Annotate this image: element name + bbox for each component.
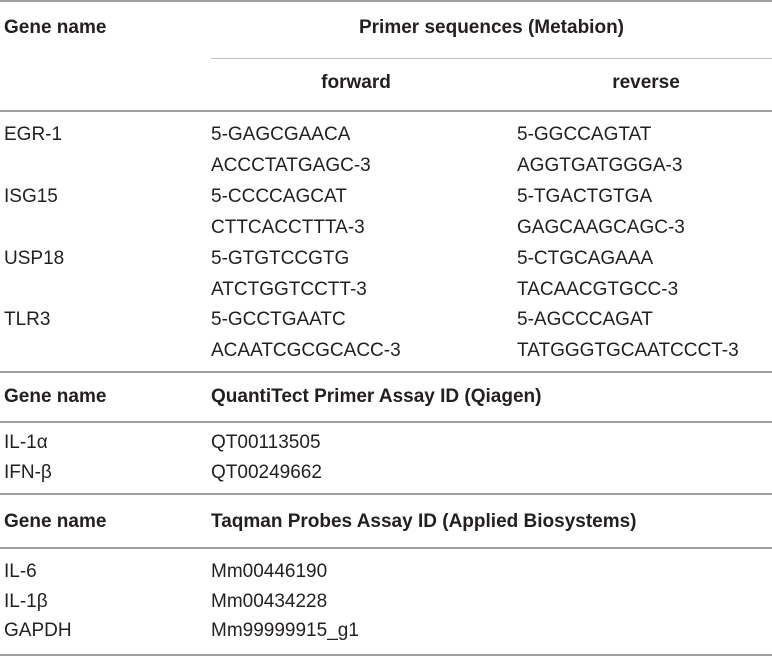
reverse-seq-line2: TACAACGTGCC-3 xyxy=(517,279,679,300)
gene-cell: TLR3 xyxy=(4,309,51,330)
assay-id-cell: Mm00446190 xyxy=(211,561,328,582)
bottom-rule xyxy=(0,654,772,656)
section-rule xyxy=(0,493,772,495)
gene-name-header: Gene name xyxy=(4,17,107,38)
primer-sequences-header: Primer sequences (Metabion) xyxy=(358,17,625,38)
gene-cell: GAPDH xyxy=(4,620,72,641)
gene-cell: EGR-1 xyxy=(4,124,63,145)
gene-cell: IFN-β xyxy=(4,462,52,483)
group-header-rule xyxy=(211,58,772,59)
forward-seq-line2: ACAATCGCGCACC-3 xyxy=(211,340,401,361)
forward-seq-line2: ATCTGGTCCTT-3 xyxy=(211,279,367,300)
assay-id-cell: Mm99999915_g1 xyxy=(211,620,359,641)
gene-cell: IL-1α xyxy=(4,432,48,453)
gene-cell: USP18 xyxy=(4,248,65,269)
forward-header: forward xyxy=(321,72,391,93)
assay-id-cell: QT00249662 xyxy=(211,462,322,483)
reverse-seq-line1: 5-CTGCAGAAA xyxy=(517,248,654,269)
qiagen-assay-header: QuantiTect Primer Assay ID (Qiagen) xyxy=(211,386,542,407)
header-rule xyxy=(0,547,772,549)
gene-cell: IL-1β xyxy=(4,591,48,612)
reverse-seq-line2: GAGCAAGCAGC-3 xyxy=(517,217,685,238)
reverse-seq-line2: AGGTGATGGGA-3 xyxy=(517,155,683,176)
reverse-seq-line1: 5-AGCCCAGAT xyxy=(517,309,653,330)
gene-cell: IL-6 xyxy=(4,561,37,582)
assay-id-cell: QT00113505 xyxy=(211,432,321,453)
section-rule xyxy=(0,371,772,373)
gene-cell: ISG15 xyxy=(4,186,58,207)
forward-seq-line1: 5-CCCCAGCAT xyxy=(211,186,347,207)
reverse-seq-line1: 5-TGACTGTGA xyxy=(517,186,653,207)
forward-seq-line2: CTTCACCTTTA-3 xyxy=(211,217,365,238)
assay-id-cell: Mm00434228 xyxy=(211,591,328,612)
reverse-seq-line2: TATGGGTGCAATCCCT-3 xyxy=(517,340,739,361)
top-rule xyxy=(0,0,772,2)
forward-seq-line2: ACCCTATGAGC-3 xyxy=(211,155,371,176)
taqman-assay-header: Taqman Probes Assay ID (Applied Biosystems) xyxy=(211,511,637,532)
reverse-header: reverse xyxy=(612,72,680,93)
header-rule xyxy=(0,110,772,112)
gene-name-header: Gene name xyxy=(4,386,107,407)
header-rule xyxy=(0,421,772,423)
reverse-seq-line1: 5-GGCCAGTAT xyxy=(517,124,652,145)
forward-seq-line1: 5-GCCTGAATC xyxy=(211,309,346,330)
forward-seq-line1: 5-GAGCGAACA xyxy=(211,124,351,145)
forward-seq-line1: 5-GTGTCCGTG xyxy=(211,248,350,269)
gene-name-header: Gene name xyxy=(4,511,107,532)
